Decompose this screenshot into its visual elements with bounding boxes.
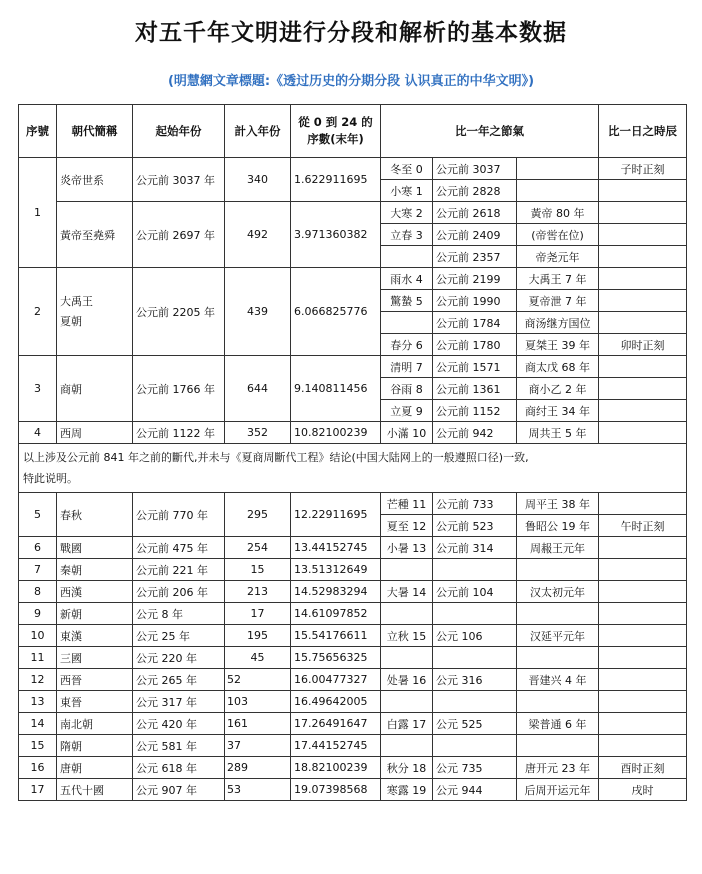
table-row bbox=[19, 268, 687, 290]
years-cell: 52 bbox=[225, 669, 291, 691]
table-row bbox=[19, 779, 687, 801]
solar-event-cell: 唐开元 23 年 bbox=[517, 757, 599, 779]
solar-event-cell: 商纣王 34 年 bbox=[517, 400, 599, 422]
hour-cell bbox=[599, 537, 687, 559]
table-row bbox=[19, 158, 687, 180]
solar-event-cell: 商汤继方国位 bbox=[517, 312, 599, 334]
solar-term-cell: 白露 17 bbox=[381, 713, 433, 735]
cumulative-cell: 14.52983294 bbox=[291, 581, 381, 603]
seq-cell: 13 bbox=[19, 691, 57, 713]
note-row bbox=[19, 444, 687, 493]
seq-cell: 10 bbox=[19, 625, 57, 647]
years-cell: 17 bbox=[225, 603, 291, 625]
dynasty-name-cell: 春秋 bbox=[57, 493, 133, 537]
header-solar-term: 比一年之節氣 bbox=[381, 105, 599, 158]
solar-year-cell: 公元前 942 bbox=[433, 422, 517, 444]
solar-term-cell bbox=[381, 603, 433, 625]
solar-year-cell: 公元前 104 bbox=[433, 581, 517, 603]
solar-event-cell: 鲁昭公 19 年 bbox=[517, 515, 599, 537]
solar-event-cell bbox=[517, 603, 599, 625]
solar-year-cell bbox=[433, 735, 517, 757]
start-year-cell: 公元 317 年 bbox=[133, 691, 225, 713]
dynasty-name-cell: 西周 bbox=[57, 422, 133, 444]
hour-cell bbox=[599, 625, 687, 647]
solar-event-cell bbox=[517, 180, 599, 202]
hour-cell bbox=[599, 268, 687, 290]
solar-event-cell bbox=[517, 559, 599, 581]
solar-event-cell: 周共王 5 年 bbox=[517, 422, 599, 444]
solar-event-cell: 周赧王元年 bbox=[517, 537, 599, 559]
seq-cell: 15 bbox=[19, 735, 57, 757]
dynasty-name-cell: 黃帝至堯舜 bbox=[57, 202, 133, 268]
solar-term-cell: 立秋 15 bbox=[381, 625, 433, 647]
solar-event-cell bbox=[517, 735, 599, 757]
header-cumulative bbox=[291, 105, 381, 158]
subtitle: (明慧網文章標題:《透过历史的分期分段 认识真正的中华文明》) bbox=[167, 74, 535, 89]
cumulative-cell: 15.75656325 bbox=[291, 647, 381, 669]
start-year-cell: 公元前 770 年 bbox=[133, 493, 225, 537]
solar-term-cell bbox=[381, 691, 433, 713]
solar-year-cell: 公元前 733 bbox=[433, 493, 517, 515]
dynasty-name-cell: 三國 bbox=[57, 647, 133, 669]
cumulative-cell: 1.622911695 bbox=[291, 158, 381, 202]
years-cell: 352 bbox=[225, 422, 291, 444]
table-row bbox=[19, 625, 687, 647]
hour-cell bbox=[599, 559, 687, 581]
solar-year-cell: 公元前 314 bbox=[433, 537, 517, 559]
table-row bbox=[19, 559, 687, 581]
hour-cell bbox=[599, 603, 687, 625]
note-line1: 以上涉及公元前 841 年之前的斷代,并未与《夏商周斷代工程》结论(中国大陆网上的一般遵照口径)一致, bbox=[23, 451, 529, 464]
hour-cell bbox=[599, 180, 687, 202]
cumulative-cell: 6.066825776 bbox=[291, 268, 381, 356]
dynasty-name-cell: 西漢 bbox=[57, 581, 133, 603]
hour-cell bbox=[599, 290, 687, 312]
dynasty-name-cell: 東晉 bbox=[57, 691, 133, 713]
cumulative-cell: 13.51312649 bbox=[291, 559, 381, 581]
table-row bbox=[19, 713, 687, 735]
start-year-cell: 公元前 3037 年 bbox=[133, 158, 225, 202]
solar-term-cell: 冬至 0 bbox=[381, 158, 433, 180]
seq-cell: 2 bbox=[19, 268, 57, 356]
hour-cell bbox=[599, 246, 687, 268]
start-year-cell: 公元 8 年 bbox=[133, 603, 225, 625]
cumulative-cell: 9.140811456 bbox=[291, 356, 381, 422]
solar-term-cell: 春分 6 bbox=[381, 334, 433, 356]
solar-event-cell bbox=[517, 691, 599, 713]
solar-term-cell: 雨水 4 bbox=[381, 268, 433, 290]
start-year-cell: 公元 618 年 bbox=[133, 757, 225, 779]
seq-cell: 17 bbox=[19, 779, 57, 801]
table-row bbox=[19, 493, 687, 515]
solar-term-cell: 秋分 18 bbox=[381, 757, 433, 779]
dynasty-name-line1: 大禹王 bbox=[60, 294, 93, 308]
solar-term-cell bbox=[381, 647, 433, 669]
table-row bbox=[19, 537, 687, 559]
start-year-cell: 公元 25 年 bbox=[133, 625, 225, 647]
years-cell: 103 bbox=[225, 691, 291, 713]
note-line2: 特此说明。 bbox=[23, 472, 78, 485]
header-cumulative-line1: 從 0 到 24 的 bbox=[298, 115, 373, 129]
seq-cell: 3 bbox=[19, 356, 57, 422]
seq-cell: 14 bbox=[19, 713, 57, 735]
solar-term-cell: 小寒 1 bbox=[381, 180, 433, 202]
years-cell: 161 bbox=[225, 713, 291, 735]
years-cell: 439 bbox=[225, 268, 291, 356]
solar-event-cell bbox=[517, 647, 599, 669]
cumulative-cell: 17.26491647 bbox=[291, 713, 381, 735]
cumulative-cell: 13.44152745 bbox=[291, 537, 381, 559]
start-year-cell: 公元前 1122 年 bbox=[133, 422, 225, 444]
header-start: 起始年份 bbox=[133, 105, 225, 158]
start-year-cell: 公元前 475 年 bbox=[133, 537, 225, 559]
solar-term-cell: 清明 7 bbox=[381, 356, 433, 378]
solar-year-cell: 公元前 2199 bbox=[433, 268, 517, 290]
hour-cell bbox=[599, 713, 687, 735]
years-cell: 492 bbox=[225, 202, 291, 268]
hour-cell bbox=[599, 400, 687, 422]
solar-year-cell: 公元前 523 bbox=[433, 515, 517, 537]
years-cell: 15 bbox=[225, 559, 291, 581]
cumulative-cell: 3.971360382 bbox=[291, 202, 381, 268]
start-year-cell: 公元 220 年 bbox=[133, 647, 225, 669]
seq-cell: 6 bbox=[19, 537, 57, 559]
solar-term-cell: 寒露 19 bbox=[381, 779, 433, 801]
cumulative-cell: 14.61097852 bbox=[291, 603, 381, 625]
table-row bbox=[19, 647, 687, 669]
dynasty-name-cell: 東漢 bbox=[57, 625, 133, 647]
start-year-cell: 公元前 2205 年 bbox=[133, 268, 225, 356]
solar-year-cell: 公元 735 bbox=[433, 757, 517, 779]
dynasty-name-cell: 唐朝 bbox=[57, 757, 133, 779]
solar-event-cell: 夏桀王 39 年 bbox=[517, 334, 599, 356]
table-row bbox=[19, 422, 687, 444]
solar-year-cell: 公元前 1361 bbox=[433, 378, 517, 400]
hour-cell bbox=[599, 202, 687, 224]
hour-cell bbox=[599, 735, 687, 757]
solar-year-cell: 公元前 1152 bbox=[433, 400, 517, 422]
solar-term-cell: 驚蟄 5 bbox=[381, 290, 433, 312]
hour-cell bbox=[599, 422, 687, 444]
solar-term-cell: 谷雨 8 bbox=[381, 378, 433, 400]
hour-cell: 卯时正刻 bbox=[599, 334, 687, 356]
page-title: 对五千年文明进行分段和解析的基本数据 bbox=[135, 20, 567, 46]
solar-year-cell: 公元 106 bbox=[433, 625, 517, 647]
solar-event-cell: 梁普通 6 年 bbox=[517, 713, 599, 735]
hour-cell bbox=[599, 356, 687, 378]
seq-cell: 11 bbox=[19, 647, 57, 669]
solar-event-cell: 夏帝泄 7 年 bbox=[517, 290, 599, 312]
solar-year-cell: 公元前 1990 bbox=[433, 290, 517, 312]
hour-cell bbox=[599, 224, 687, 246]
solar-event-cell: 后周开运元年 bbox=[517, 779, 599, 801]
seq-cell: 16 bbox=[19, 757, 57, 779]
seq-cell: 1 bbox=[19, 158, 57, 268]
years-cell: 195 bbox=[225, 625, 291, 647]
hour-cell: 酉时正刻 bbox=[599, 757, 687, 779]
table-row bbox=[19, 757, 687, 779]
hour-cell bbox=[599, 378, 687, 400]
seq-cell: 4 bbox=[19, 422, 57, 444]
solar-year-cell: 公元前 2409 bbox=[433, 224, 517, 246]
solar-event-cell: 晋建兴 4 年 bbox=[517, 669, 599, 691]
years-cell: 644 bbox=[225, 356, 291, 422]
table-row bbox=[19, 202, 687, 224]
table-row bbox=[19, 581, 687, 603]
solar-year-cell: 公元前 1780 bbox=[433, 334, 517, 356]
start-year-cell: 公元前 221 年 bbox=[133, 559, 225, 581]
dynasty-name-cell: 五代十國 bbox=[57, 779, 133, 801]
header-hour: 比一日之時辰 bbox=[599, 105, 687, 158]
solar-term-cell: 小暑 13 bbox=[381, 537, 433, 559]
years-cell: 53 bbox=[225, 779, 291, 801]
hour-cell: 子时正刻 bbox=[599, 158, 687, 180]
years-cell: 45 bbox=[225, 647, 291, 669]
hour-cell: 午时正刻 bbox=[599, 515, 687, 537]
years-cell: 37 bbox=[225, 735, 291, 757]
solar-term-cell: 处暑 16 bbox=[381, 669, 433, 691]
table-header-row bbox=[19, 105, 687, 158]
solar-year-cell bbox=[433, 691, 517, 713]
years-cell: 340 bbox=[225, 158, 291, 202]
solar-term-cell: 立春 3 bbox=[381, 224, 433, 246]
hour-cell bbox=[599, 669, 687, 691]
solar-year-cell: 公元前 2357 bbox=[433, 246, 517, 268]
solar-year-cell: 公元前 1784 bbox=[433, 312, 517, 334]
solar-year-cell: 公元前 2618 bbox=[433, 202, 517, 224]
start-year-cell: 公元 265 年 bbox=[133, 669, 225, 691]
header-dynasty: 朝代簡稱 bbox=[57, 105, 133, 158]
seq-cell: 9 bbox=[19, 603, 57, 625]
seq-cell: 7 bbox=[19, 559, 57, 581]
start-year-cell: 公元前 1766 年 bbox=[133, 356, 225, 422]
solar-year-cell: 公元 525 bbox=[433, 713, 517, 735]
dynasty-name-line2: 夏朝 bbox=[60, 314, 82, 328]
dynasty-name-cell: 新朝 bbox=[57, 603, 133, 625]
solar-term-cell: 大暑 14 bbox=[381, 581, 433, 603]
solar-term-cell: 夏至 12 bbox=[381, 515, 433, 537]
table-row bbox=[19, 691, 687, 713]
solar-year-cell: 公元前 3037 bbox=[433, 158, 517, 180]
dynasty-name-cell: 戰國 bbox=[57, 537, 133, 559]
cumulative-cell: 10.82100239 bbox=[291, 422, 381, 444]
start-year-cell: 公元 907 年 bbox=[133, 779, 225, 801]
seq-cell: 12 bbox=[19, 669, 57, 691]
solar-event-cell: 汉延平元年 bbox=[517, 625, 599, 647]
hour-cell bbox=[599, 647, 687, 669]
solar-year-cell: 公元 944 bbox=[433, 779, 517, 801]
hour-cell bbox=[599, 691, 687, 713]
cumulative-cell: 16.49642005 bbox=[291, 691, 381, 713]
dynasty-name-cell bbox=[57, 268, 133, 356]
solar-term-cell bbox=[381, 246, 433, 268]
cumulative-cell: 17.44152745 bbox=[291, 735, 381, 757]
solar-event-cell: 商太戊 68 年 bbox=[517, 356, 599, 378]
solar-year-cell bbox=[433, 603, 517, 625]
dynasty-name-cell: 西晉 bbox=[57, 669, 133, 691]
note-cell bbox=[19, 444, 687, 493]
table-row bbox=[19, 669, 687, 691]
years-cell: 295 bbox=[225, 493, 291, 537]
hour-cell bbox=[599, 493, 687, 515]
dynasty-name-cell: 南北朝 bbox=[57, 713, 133, 735]
years-cell: 254 bbox=[225, 537, 291, 559]
table-row bbox=[19, 603, 687, 625]
table-row bbox=[19, 735, 687, 757]
start-year-cell: 公元 581 年 bbox=[133, 735, 225, 757]
header-cumulative-line2: 序數(末年) bbox=[307, 132, 364, 146]
start-year-cell: 公元 420 年 bbox=[133, 713, 225, 735]
solar-event-cell: 黃帝 80 年 bbox=[517, 202, 599, 224]
solar-event-cell: 商小乙 2 年 bbox=[517, 378, 599, 400]
years-cell: 213 bbox=[225, 581, 291, 603]
hour-cell bbox=[599, 581, 687, 603]
start-year-cell: 公元前 2697 年 bbox=[133, 202, 225, 268]
hour-cell bbox=[599, 312, 687, 334]
dynasty-table bbox=[18, 104, 687, 801]
hour-cell: 戌时 bbox=[599, 779, 687, 801]
cumulative-cell: 12.22911695 bbox=[291, 493, 381, 537]
solar-term-cell: 大寒 2 bbox=[381, 202, 433, 224]
header-years: 計入年份 bbox=[225, 105, 291, 158]
solar-year-cell bbox=[433, 559, 517, 581]
cumulative-cell: 15.54176611 bbox=[291, 625, 381, 647]
cumulative-cell: 19.07398568 bbox=[291, 779, 381, 801]
solar-year-cell: 公元 316 bbox=[433, 669, 517, 691]
dynasty-name-cell: 炎帝世系 bbox=[57, 158, 133, 202]
solar-event-cell: 大禹王 7 年 bbox=[517, 268, 599, 290]
seq-cell: 5 bbox=[19, 493, 57, 537]
solar-term-cell: 芒種 11 bbox=[381, 493, 433, 515]
solar-event-cell: 周平王 38 年 bbox=[517, 493, 599, 515]
solar-term-cell bbox=[381, 559, 433, 581]
solar-event-cell: 汉太初元年 bbox=[517, 581, 599, 603]
cumulative-cell: 16.00477327 bbox=[291, 669, 381, 691]
solar-term-cell: 小滿 10 bbox=[381, 422, 433, 444]
solar-term-cell: 立夏 9 bbox=[381, 400, 433, 422]
dynasty-name-cell: 隋朝 bbox=[57, 735, 133, 757]
solar-year-cell: 公元前 1571 bbox=[433, 356, 517, 378]
solar-event-cell: (帝喾在位) bbox=[517, 224, 599, 246]
start-year-cell: 公元前 206 年 bbox=[133, 581, 225, 603]
solar-term-cell bbox=[381, 735, 433, 757]
dynasty-name-cell: 商朝 bbox=[57, 356, 133, 422]
solar-event-cell bbox=[517, 158, 599, 180]
years-cell: 289 bbox=[225, 757, 291, 779]
cumulative-cell: 18.82100239 bbox=[291, 757, 381, 779]
solar-year-cell bbox=[433, 647, 517, 669]
header-seq: 序號 bbox=[19, 105, 57, 158]
table-row bbox=[19, 356, 687, 378]
solar-term-cell bbox=[381, 312, 433, 334]
seq-cell: 8 bbox=[19, 581, 57, 603]
dynasty-name-cell: 秦朝 bbox=[57, 559, 133, 581]
solar-year-cell: 公元前 2828 bbox=[433, 180, 517, 202]
solar-event-cell: 帝尧元年 bbox=[517, 246, 599, 268]
